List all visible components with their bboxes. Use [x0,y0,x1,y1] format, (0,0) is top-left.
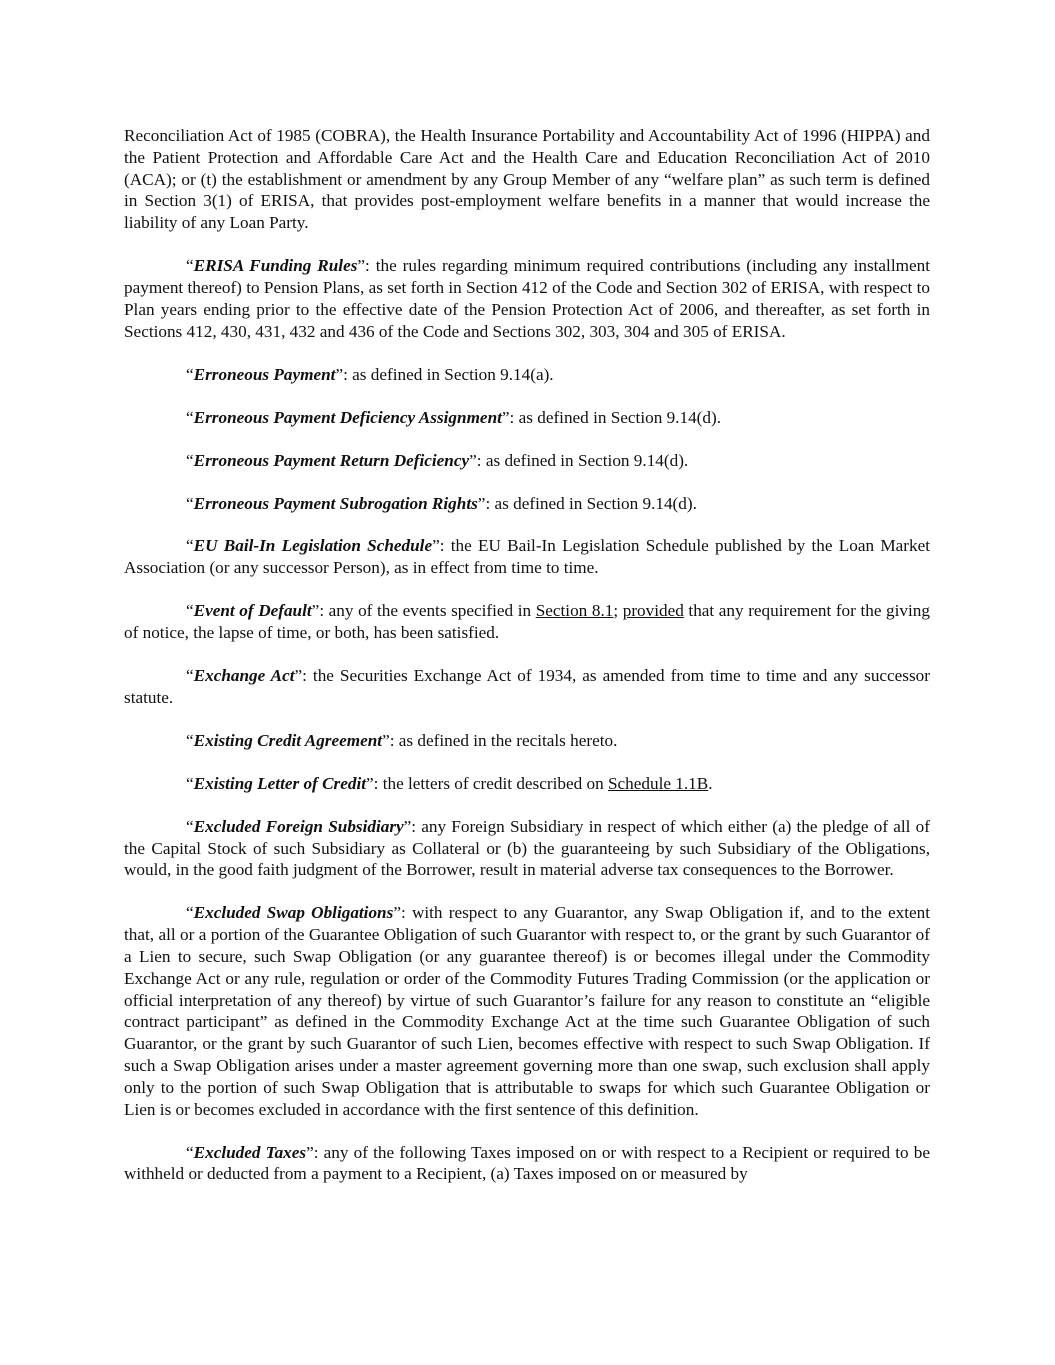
close-quote: ” [382,730,390,750]
definition-text: : any of the events specified in [319,601,536,621]
open-quote: “ [186,730,194,750]
definition-excluded-taxes [124,1142,930,1186]
schedule-1-1b-link[interactable]: Schedule 1.1B [607,773,709,793]
definition-text: : the rules regarding minimum required contributions (including any installment payment thereof) to Pension Plans, as set forth in Section 412 of the Code and Section 302 of ERISA, with respect to Plan years ending prior to the effective date of the Pension Protection Act of 2006, and thereafter, as set forth in Sections 412, 430, 431, 432 and 436 of the Code and Sections 302, 303, 304 and 305 of ERISA. [124,256,930,341]
defined-term: Excluded Taxes [193,1142,307,1162]
definition-excluded-swap-obligations [124,902,930,1120]
open-quote: “ [186,364,194,384]
definition-text: : the EU Bail-In Legislation Schedule published by the Loan Market Association (or any successor Person), as in effect from time to time. [124,536,930,578]
definition-exchange-act [124,665,930,709]
defined-term: Event of Default [193,601,312,621]
paragraph-text: Reconciliation Act of 1985 (COBRA), the Health Insurance Portability and Accountability Act of 1996 (HIPPA) and the Patient Protection and Affordable Care Act and the Health Care and Education Reconciliation Act of 2010 (ACA); or (t) the establishment or amendment by any Group Member of any “welfare plan” as such term is defined in Section 3(1) of ERISA, that provides post-employment welfare benefits in a manner that would increase the liability of any Loan Party. [124,126,930,233]
defined-term: ERISA Funding Rules [193,256,358,276]
document-body [124,125,930,1206]
close-quote: ” [335,364,344,384]
definition-text: : with respect to any Guarantor, any Swap Obligation if, and to the extent that, all or a portion of the Guarantee Obligation of such Guarantor with respect to, or the grant by such Guarantor of a Lien to secure, such Swap Obligation (or any guarantee thereof) is or becomes illegal under the Commodity Exchange Act or any rule, regulation or order of the Commodity Futures Trading Commission (or the application or official interpretation of any thereof) by virtue of such Guarantor’s failure for any reason to constitute an “eligible contract participant” as defined in the Commodity Exchange Act at the time such Guarantee Obligation of such Guarantor, or the grant by such Guarantor of such Lien, becomes effective with respect to such Swap Obligation. If such a Swap Obligation arises under a master agreement governing more than one swap, such exclusion shall apply only to the portion of such Swap Obligation that is attributable to swaps for which such Guarantee Obligation or Lien is or becomes excluded in accordance with the first sentence of this definition. [124,903,931,1119]
open-quote: “ [186,601,194,621]
definition-text: ; [613,601,623,621]
definition-text: : as defined in the recitals hereto. [389,730,618,750]
open-quote: “ [186,536,194,556]
paragraph-cobra-continuation [124,125,930,234]
open-quote: “ [186,666,194,686]
definition-text: : as defined in Section 9.14(a). [343,364,554,384]
definition-erisa-funding-rules [124,255,930,342]
open-quote: “ [186,773,194,793]
definition-existing-credit-agreement [124,730,930,752]
close-quote: ” [306,1142,314,1162]
definition-erroneous-payment-subrogation-rights [124,493,930,515]
defined-term: Exchange Act [193,666,295,686]
definition-event-of-default [124,600,930,644]
definition-text: : the letters of credit described on [373,773,608,793]
close-quote: ” [357,256,366,276]
defined-term: Existing Letter of Credit [193,773,366,793]
definition-text: : the Securities Exchange Act of 1934, as amended from time to time and any successor statute. [124,666,931,707]
close-quote: ” [501,407,510,427]
definition-text: : any of the following Taxes imposed on or with respect to a Recipient or required to be withheld or deducted from a payment to a Recipient, (a) Taxes imposed on or measured by [124,1142,930,1184]
defined-term: Erroneous Payment [193,364,336,384]
close-quote: ” [477,493,486,513]
defined-term: Excluded Foreign Subsidiary [193,816,404,836]
open-quote: “ [186,903,194,923]
definition-text: . [708,773,713,793]
defined-term: Erroneous Payment Return Deficiency [193,450,470,470]
provided-underlined: provided [622,601,684,621]
close-quote: ” [393,903,401,923]
defined-term: Erroneous Payment Subrogation Rights [193,493,478,513]
open-quote: “ [186,493,194,513]
close-quote: ” [311,601,320,621]
definition-existing-letter-of-credit [124,773,930,795]
close-quote: ” [403,816,412,836]
definition-text: : as defined in Section 9.14(d). [476,450,689,470]
defined-term: EU Bail-In Legislation Schedule [193,536,433,556]
definition-text: that any requirement for the giving of notice, the lapse of time, or both, has been satisfied. [124,601,930,643]
open-quote: “ [186,1142,194,1162]
definition-erroneous-payment-deficiency-assignment [124,407,930,429]
open-quote: “ [186,256,194,276]
defined-term: Erroneous Payment Deficiency Assignment [193,407,502,427]
defined-term: Excluded Swap Obligations [193,903,394,923]
section-8-1-link[interactable]: Section 8.1 [535,601,614,621]
definition-excluded-foreign-subsidiary [124,816,930,881]
open-quote: “ [186,450,194,470]
definition-erroneous-payment [124,364,930,386]
close-quote: ” [432,536,440,556]
close-quote: ” [469,450,477,470]
definition-text: : any Foreign Subsidiary in respect of which either (a) the pledge of all of the Capital Stock of such Subsidiary as Collateral or (b) the guaranteeing by such Subsidiary of the Obligations, would, in the good faith judgment of the Borrower, result in material adverse tax consequences to the Borrower. [124,816,930,880]
open-quote: “ [186,816,194,836]
definition-eu-bail-in-legislation-schedule [124,535,930,579]
defined-term: Existing Credit Agreement [193,730,383,750]
definition-erroneous-payment-return-deficiency [124,450,930,472]
close-quote: ” [366,773,374,793]
close-quote: ” [294,666,303,686]
definition-text: : as defined in Section 9.14(d). [509,407,722,427]
definition-text: : as defined in Section 9.14(d). [485,493,697,513]
open-quote: “ [186,407,194,427]
